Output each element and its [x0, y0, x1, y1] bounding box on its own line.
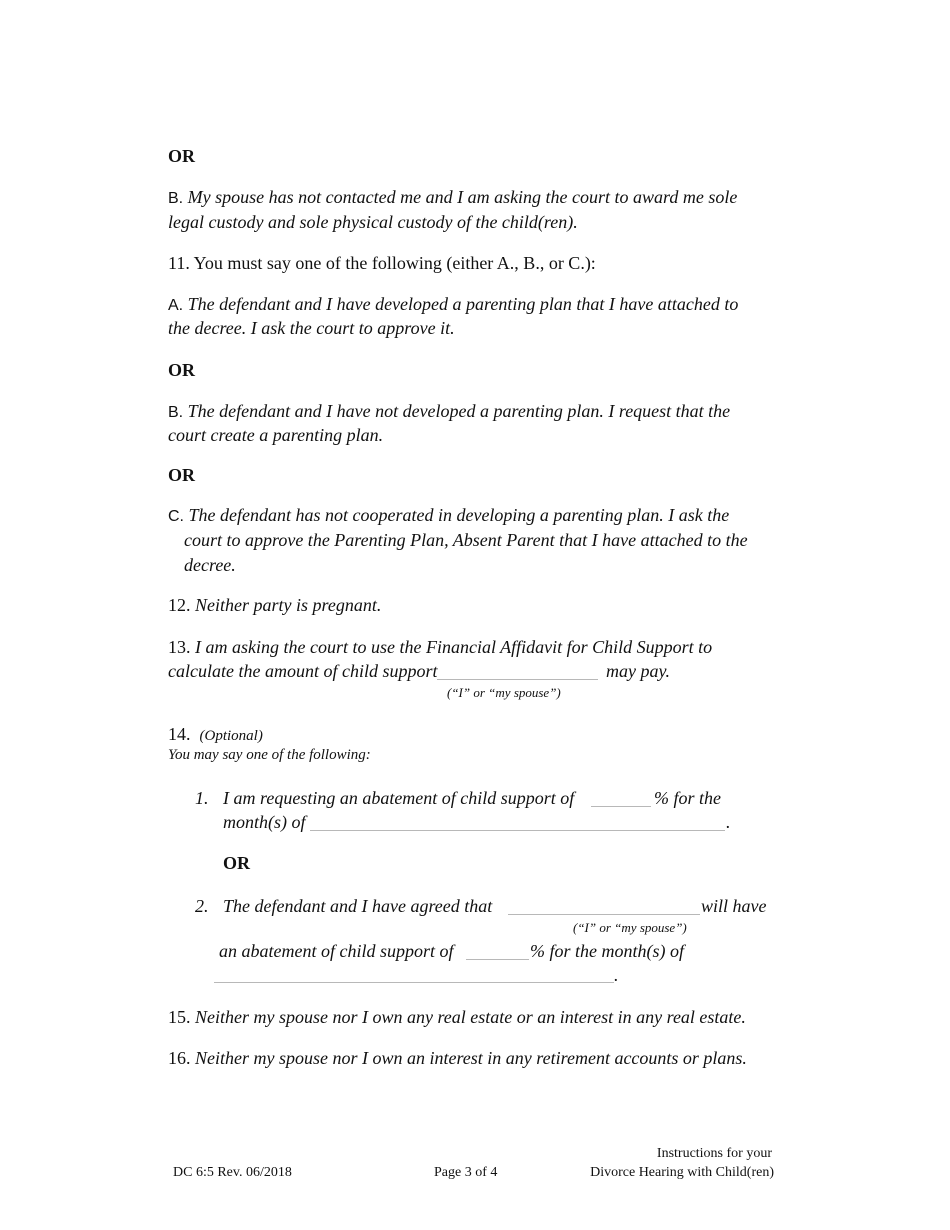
item-13-line2-start: calculate the amount of child support — [168, 661, 438, 681]
item-14-opt1-months-blank[interactable] — [310, 830, 725, 831]
item-11-b-line2: court create a parenting plan. — [168, 425, 384, 445]
or-separator-4: OR — [223, 853, 250, 873]
item-14-number: 14. — [168, 724, 191, 744]
footer-form-id: DC 6:5 Rev. 06/2018 — [173, 1165, 292, 1180]
item-11-a-line2: the decree. I ask the court to approve it. — [168, 318, 455, 338]
item-13-hint: (“I” or “my spouse”) — [447, 685, 561, 700]
item-14-opt2-line2-end: % for the month(s) of — [530, 941, 684, 961]
footer-title-line1: Instructions for your — [656, 1146, 772, 1161]
item-13-number: 13. — [168, 637, 191, 657]
item-12-text: Neither party is pregnant. — [195, 595, 382, 615]
item-11-c-line1 — [168, 504, 729, 528]
item-16-text: Neither my spouse nor I own an interest in any retirement accounts or plans. — [195, 1048, 747, 1068]
item-14-opt2-line1-end: will have — [701, 896, 767, 916]
item-14-opt1-line2: month(s) of — [223, 812, 306, 832]
item-14-opt1-number: 1. — [195, 788, 209, 808]
item-11-c-line2: court to approve the Parenting Plan, Absent Parent that I have attached to the — [184, 530, 748, 550]
item-13-line1 — [168, 636, 712, 658]
item-15 — [168, 1006, 746, 1028]
item-11-a-letter: A. — [168, 297, 184, 314]
item-11-b-letter: B. — [168, 404, 184, 421]
item-16-number: 16. — [168, 1048, 191, 1068]
item-11-a-line1 — [168, 293, 738, 317]
option-b-line1 — [168, 186, 737, 210]
item-13-text-1: I am asking the court to use the Financial Affidavit for Child Support to — [195, 637, 713, 657]
item-14-opt1-percent-blank[interactable] — [591, 806, 651, 807]
option-b-letter: B. — [168, 190, 184, 207]
item-14-opt2-percent-blank[interactable] — [466, 959, 529, 960]
item-11-a-text-1: The defendant and I have developed a parenting plan that I have attached to — [187, 294, 739, 314]
or-separator-3: OR — [168, 465, 195, 485]
item-14-heading — [168, 723, 263, 745]
item-11-heading: 11. You must say one of the following (either A., B., or C.): — [168, 253, 596, 273]
item-12-number: 12. — [168, 595, 191, 615]
item-14-opt1-period: . — [726, 812, 731, 832]
option-b-text-1: My spouse has not contacted me and I am asking the court to award me sole — [187, 187, 738, 207]
item-11-c-text-1: The defendant has not cooperated in developing a parenting plan. I ask the — [188, 505, 730, 525]
footer-page-number: Page 3 of 4 — [434, 1165, 498, 1180]
item-14-opt2-number: 2. — [195, 896, 209, 916]
or-separator-2: OR — [168, 360, 195, 380]
footer-title-line2: Divorce Hearing with Child(ren) — [590, 1165, 774, 1180]
item-11-c-letter: C. — [168, 508, 184, 525]
item-15-number: 15. — [168, 1007, 191, 1027]
item-15-text: Neither my spouse nor I own any real estate or an interest in any real estate. — [195, 1007, 746, 1027]
item-14-opt2-period: . — [614, 965, 619, 985]
item-11-b-text-1: The defendant and I have not developed a parenting plan. I request that the — [187, 401, 731, 421]
item-14-opt2-line2-start: an abatement of child support of — [219, 941, 454, 961]
item-14-opt2-hint: (“I” or “my spouse”) — [573, 920, 687, 935]
item-14-intro: You may say one of the following: — [168, 747, 371, 763]
item-11-b-line1 — [168, 400, 730, 424]
option-b-line2: legal custody and sole physical custody of the child(ren). — [168, 212, 578, 232]
item-14-opt1-line1-start: I am requesting an abatement of child support of — [223, 788, 575, 808]
item-13-line2-end: may pay. — [606, 661, 670, 681]
item-13-party-blank[interactable] — [437, 679, 598, 680]
or-separator-1: OR — [168, 146, 195, 166]
item-12 — [168, 594, 381, 616]
item-14-opt2-line1-start: The defendant and I have agreed that — [223, 896, 493, 916]
item-14-opt2-party-blank[interactable] — [508, 914, 700, 915]
item-14-opt1-line1-end: % for the — [654, 788, 721, 808]
item-11-c-line3: decree. — [184, 555, 236, 575]
item-14-opt2-months-blank[interactable] — [214, 982, 614, 983]
item-16 — [168, 1047, 747, 1069]
item-14-optional: (Optional) — [199, 728, 263, 744]
